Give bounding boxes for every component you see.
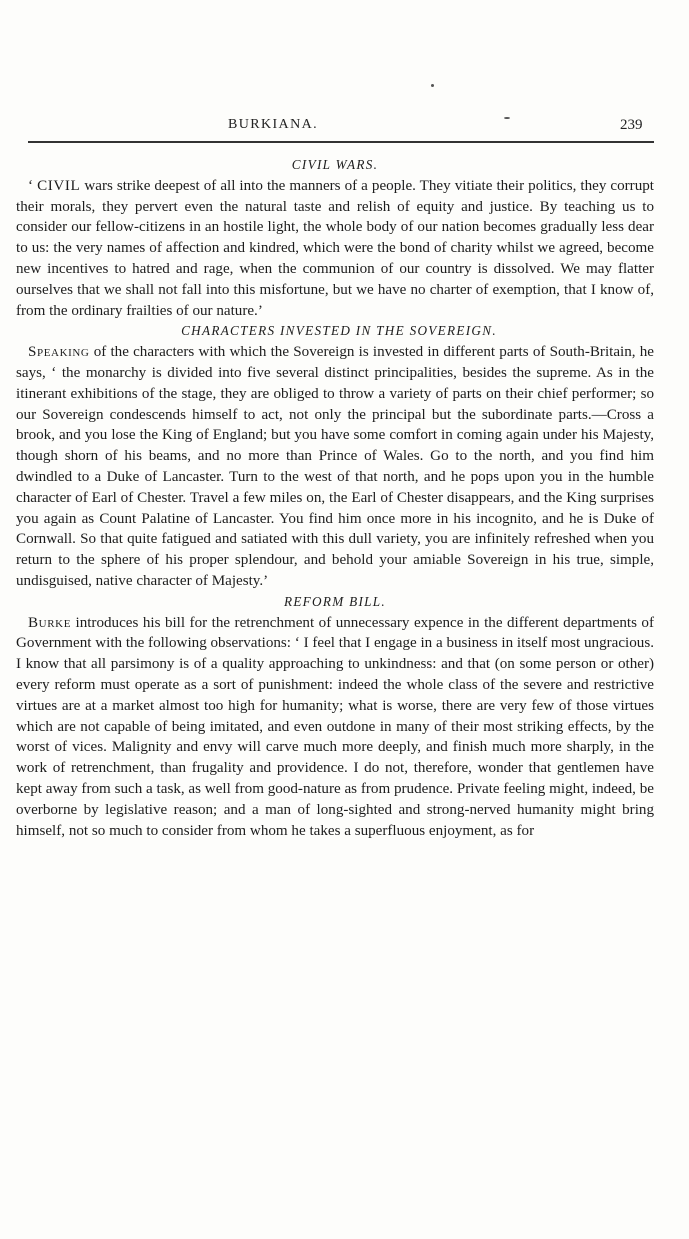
- header-rule: [28, 141, 654, 143]
- paragraph-reform-bill: [16, 613, 654, 842]
- paragraph-text: introduces his bill for the retrenchment of unnecessary expence in the different departments of Government with the following observations: ‘ I feel that I engage in a business in itself most ungracious. I know that all parsimony is of a quality approaching to unkindness: and that (on some person or other) every reform must operate as a sort of punishment: indeed the whole class of the severe and restrictive virtues are at a market almost too high for humanity; what is worse, there are very few of those virtues which are not capable of being imitated, and even outdone in many of their most striking effects, by the worst of vices. Malignity and envy will carve much more deeply, and finish much more sharply, in the work of retrenchment, than frugality and providence. I do not, therefore, wonder that gentlemen have kept away from such a task, as well from good-nature as from prudence. Private feeling might, indeed, be overborne by legislative reason; and a man of long-sighted and strong-nerved humanity might bring himself, not so much to consider from whom he takes a superfluous enjoyment, as for: [16, 614, 654, 839]
- page-number: 239: [620, 117, 643, 133]
- section-heading-civil-wars: CIVIL WARS.: [291, 157, 379, 172]
- paragraph-characters: [16, 342, 654, 592]
- lead-word: Burke: [28, 614, 72, 631]
- section-heading-reform-bill: REFORM BILL.: [283, 593, 387, 609]
- paragraph-civil-wars: ‘ CIVIL wars strike deepest of all into the manners of a people. They vitiate their politics, they corrupt their morals, they pervert even the natural taste and relish of equity and justice. By teaching us to consider our fellow-citizens in an hostile light, the whole body of our nation becomes gradually less dear to us: the very names of affection and kindred, which were the bond of charity whilst we agreed, become new incentives to hatred and rage, when the communion of our country is dissolved. We may flatter ourselves that we shall not fall into this misfortune, but we have no charter of exemption, that I know of, from the ordinary frailties of our nature.’: [16, 177, 654, 319]
- section-heading-characters: CHARACTERS INVESTED IN THE SOVEREIGN.: [181, 323, 497, 339]
- lead-word: CIVIL: [37, 177, 81, 194]
- ink-speck: [431, 84, 434, 87]
- page-header: [0, 113, 689, 139]
- page-body: [16, 155, 654, 841]
- paragraph-text: wars strike deepest of all into the manners of a people. They vitiate their politics, they corrupt their morals, they pervert even the natural taste and relish of equity and justice. By teaching us to consider our fellow-citizens in an hostile light, the whole body of our nation becomes gradually less dear to us: the very names of affection and kindred, which were the bond of charity whilst we agreed, become new incentives to hatred and rage, when the communion of our country is dissolved. We may flatter ourselves that we shall not fall into this misfortune, but we have no charter of exemption, that I know of, from the ordinary frailties of our nature.’: [16, 177, 654, 319]
- running-head: BURKIANA.: [228, 117, 318, 132]
- paragraph-text: of the characters with which the Sovereign is invested in different parts of South-Britain, he says, ‘ the monarchy is divided into five several distinct principalities, besides the supreme. As in the itinerant exhibitions of the stage, they are obliged to throw a variety of parts on their chief performer; so our Sovereign condescends himself to act, not only the principal but the subordinate parts.—Cross a brook, and you lose the King of England; but you have some comfort in coming again under his Majesty, though shorn of his beams, and no more than Prince of Wales. Go to the north, and you find him dwindled to a Duke of Lancaster. Turn to the west of that north, and he pops upon you in the humble character of Earl of Chester. Travel a few miles on, the Earl of Chester disappears, and the King surprises you again as Count Palatine of Lancaster. You find him once more in his incognito, and he is Duke of Cornwall. So that quite fatigued and satiated with this dull variety, you are infinitely refreshed when you return to the sphere of his proper splendour, and behold your amiable Sovereign in his true, simple, undisguised, native character of Majesty.’: [16, 344, 654, 589]
- lead-word: Speaking: [28, 344, 90, 361]
